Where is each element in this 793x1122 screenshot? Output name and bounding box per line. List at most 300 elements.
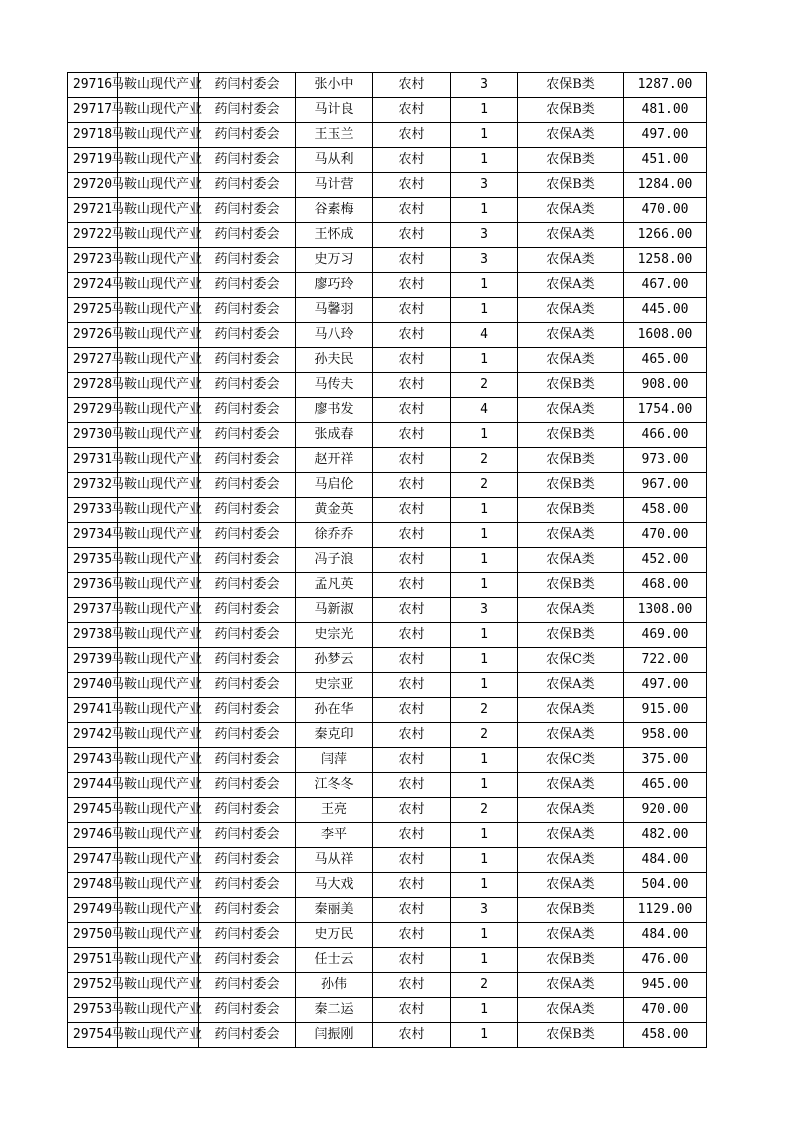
cell-amount: 469.00 [624,623,707,648]
cell-area: 农村 [373,523,451,548]
cell-unit-text: 马鞍山现代产业 [111,502,203,517]
cell-area: 农村 [373,473,451,498]
cell-area: 农村 [373,923,451,948]
cell-area: 农村 [373,973,451,998]
table-row [68,73,707,98]
cell-unit-text: 马鞍山现代产业 [111,202,203,217]
cell-unit [111,223,203,248]
cell-name: 冯子浪 [296,548,373,573]
cell-id: 29721 [68,198,118,223]
cell-unit-text: 马鞍山现代产业 [111,727,203,742]
table-row [68,748,707,773]
cell-name: 马传夫 [296,373,373,398]
cell-area: 农村 [373,373,451,398]
cell-count: 3 [451,598,518,623]
cell-village: 药闫村委会 [199,748,296,773]
cell-name: 孙夫民 [296,348,373,373]
cell-unit [111,648,203,673]
cell-unit [111,698,203,723]
cell-village: 药闫村委会 [199,123,296,148]
cell-unit-text: 马鞍山现代产业 [111,652,203,667]
table-row [68,673,707,698]
cell-amount: 908.00 [624,373,707,398]
cell-unit-text: 马鞍山现代产业 [111,352,203,367]
cell-village: 药闫村委会 [199,948,296,973]
table-row [68,148,707,173]
cell-amount: 482.00 [624,823,707,848]
cell-name: 马从祥 [296,848,373,873]
cell-id: 29716 [68,73,118,98]
cell-area: 农村 [373,348,451,373]
cell-count: 3 [451,73,518,98]
cell-amount: 375.00 [624,748,707,773]
cell-unit [111,123,203,148]
cell-amount: 497.00 [624,673,707,698]
table-row [68,498,707,523]
table-row [68,848,707,873]
cell-unit-text: 马鞍山现代产业 [111,677,203,692]
table-row [68,698,707,723]
cell-unit [111,823,203,848]
cell-amount: 470.00 [624,198,707,223]
table-row [68,223,707,248]
cell-unit-text: 马鞍山现代产业 [111,427,203,442]
table-row [68,173,707,198]
cell-unit-text: 马鞍山现代产业 [111,102,203,117]
cell-id: 29746 [68,823,118,848]
cell-unit-text: 马鞍山现代产业 [111,302,203,317]
cell-id: 29730 [68,423,118,448]
cell-count: 1 [451,673,518,698]
cell-id: 29727 [68,348,118,373]
cell-name: 史宗光 [296,623,373,648]
cell-unit [111,548,203,573]
cell-category: 农保A类 [518,973,624,998]
cell-id: 29749 [68,898,118,923]
cell-category: 农保A类 [518,348,624,373]
cell-amount: 470.00 [624,998,707,1023]
cell-village: 药闫村委会 [199,623,296,648]
cell-unit-text: 马鞍山现代产业 [111,902,203,917]
cell-unit-text: 马鞍山现代产业 [111,752,203,767]
cell-village: 药闫村委会 [199,598,296,623]
cell-area: 农村 [373,773,451,798]
cell-village: 药闫村委会 [199,523,296,548]
cell-name: 孙伟 [296,973,373,998]
cell-count: 2 [451,973,518,998]
cell-name: 王亮 [296,798,373,823]
table-row [68,973,707,998]
cell-count: 1 [451,923,518,948]
cell-area: 农村 [373,723,451,748]
cell-category: 农保A类 [518,698,624,723]
cell-area: 农村 [373,173,451,198]
cell-id: 29729 [68,398,118,423]
cell-unit [111,623,203,648]
cell-area: 农村 [373,798,451,823]
cell-village: 药闫村委会 [199,223,296,248]
cell-id: 29744 [68,773,118,798]
table-row [68,773,707,798]
cell-village: 药闫村委会 [199,198,296,223]
cell-unit [111,973,203,998]
cell-category: 农保A类 [518,823,624,848]
cell-unit-text: 马鞍山现代产业 [111,127,203,142]
cell-count: 3 [451,223,518,248]
cell-unit [111,948,203,973]
cell-amount: 458.00 [624,1023,707,1048]
cell-area: 农村 [373,698,451,723]
table-row [68,798,707,823]
cell-area: 农村 [373,598,451,623]
cell-area: 农村 [373,273,451,298]
cell-village: 药闫村委会 [199,773,296,798]
cell-id: 29734 [68,523,118,548]
cell-category: 农保A类 [518,398,624,423]
cell-category: 农保A类 [518,998,624,1023]
cell-unit-text: 马鞍山现代产业 [111,452,203,467]
cell-unit-text: 马鞍山现代产业 [111,827,203,842]
cell-count: 3 [451,173,518,198]
cell-unit-text: 马鞍山现代产业 [111,177,203,192]
cell-name: 孟凡英 [296,573,373,598]
cell-area: 农村 [373,148,451,173]
cell-name: 马馨羽 [296,298,373,323]
cell-village: 药闫村委会 [199,348,296,373]
cell-unit-text: 马鞍山现代产业 [111,602,203,617]
cell-name: 张成春 [296,423,373,448]
cell-village: 药闫村委会 [199,173,296,198]
cell-village: 药闫村委会 [199,398,296,423]
cell-village: 药闫村委会 [199,923,296,948]
cell-count: 2 [451,798,518,823]
cell-unit-text: 马鞍山现代产业 [111,877,203,892]
cell-unit [111,723,203,748]
cell-name: 谷素梅 [296,198,373,223]
cell-count: 1 [451,573,518,598]
cell-category: 农保C类 [518,648,624,673]
cell-amount: 1608.00 [624,323,707,348]
cell-id: 29719 [68,148,118,173]
table-row [68,248,707,273]
table-row [68,873,707,898]
cell-name: 孙梦云 [296,648,373,673]
cell-count: 1 [451,273,518,298]
cell-name: 任士云 [296,948,373,973]
table-row [68,123,707,148]
cell-area: 农村 [373,398,451,423]
cell-name: 张小中 [296,73,373,98]
cell-id: 29748 [68,873,118,898]
cell-count: 1 [451,873,518,898]
cell-count: 1 [451,498,518,523]
table-row [68,423,707,448]
cell-count: 1 [451,348,518,373]
cell-unit [111,373,203,398]
cell-category: 农保A类 [518,598,624,623]
cell-category: 农保A类 [518,298,624,323]
cell-area: 农村 [373,198,451,223]
cell-category: 农保A类 [518,548,624,573]
cell-name: 徐乔乔 [296,523,373,548]
cell-name: 江冬冬 [296,773,373,798]
cell-id: 29747 [68,848,118,873]
table-row [68,998,707,1023]
cell-amount: 1266.00 [624,223,707,248]
cell-category: 农保A类 [518,223,624,248]
cell-unit-text: 马鞍山现代产业 [111,377,203,392]
cell-unit [111,748,203,773]
cell-unit-text: 马鞍山现代产业 [111,977,203,992]
cell-area: 农村 [373,848,451,873]
cell-unit [111,173,203,198]
table-row [68,398,707,423]
cell-id: 29728 [68,373,118,398]
cell-area: 农村 [373,648,451,673]
table-row [68,348,707,373]
cell-unit [111,773,203,798]
cell-category: 农保A类 [518,248,624,273]
cell-unit-text: 马鞍山现代产业 [111,952,203,967]
cell-village: 药闫村委会 [199,473,296,498]
cell-count: 2 [451,448,518,473]
cell-area: 农村 [373,623,451,648]
cell-unit [111,348,203,373]
table-row [68,723,707,748]
cell-name: 马从利 [296,148,373,173]
cell-unit-text: 马鞍山现代产业 [111,702,203,717]
cell-amount: 1258.00 [624,248,707,273]
cell-area: 农村 [373,948,451,973]
cell-category: 农保A类 [518,323,624,348]
cell-unit-text: 马鞍山现代产业 [111,477,203,492]
cell-unit-text: 马鞍山现代产业 [111,227,203,242]
table-row [68,273,707,298]
cell-name: 闫振刚 [296,1023,373,1048]
cell-category: 农保B类 [518,448,624,473]
cell-unit [111,423,203,448]
table-row [68,823,707,848]
cell-name: 史万民 [296,923,373,948]
cell-amount: 722.00 [624,648,707,673]
cell-count: 4 [451,323,518,348]
cell-category: 农保B类 [518,173,624,198]
cell-unit [111,198,203,223]
cell-amount: 497.00 [624,123,707,148]
cell-category: 农保A类 [518,848,624,873]
cell-village: 药闫村委会 [199,448,296,473]
cell-count: 1 [451,198,518,223]
cell-count: 1 [451,548,518,573]
cell-name: 廖书发 [296,398,373,423]
cell-village: 药闫村委会 [199,648,296,673]
cell-id: 29718 [68,123,118,148]
cell-amount: 973.00 [624,448,707,473]
cell-village: 药闫村委会 [199,73,296,98]
cell-unit [111,73,203,98]
cell-count: 4 [451,398,518,423]
cell-unit-text: 马鞍山现代产业 [111,852,203,867]
cell-unit-text: 马鞍山现代产业 [111,777,203,792]
cell-amount: 1284.00 [624,173,707,198]
cell-unit [111,298,203,323]
cell-count: 1 [451,748,518,773]
cell-village: 药闫村委会 [199,273,296,298]
cell-unit-text: 马鞍山现代产业 [111,577,203,592]
table-row [68,298,707,323]
cell-village: 药闫村委会 [199,148,296,173]
cell-count: 1 [451,848,518,873]
cell-amount: 484.00 [624,848,707,873]
cell-unit [111,798,203,823]
cell-unit [111,873,203,898]
cell-count: 1 [451,523,518,548]
table-row [68,548,707,573]
cell-unit [111,248,203,273]
cell-village: 药闫村委会 [199,1023,296,1048]
table-row [68,898,707,923]
cell-unit-text: 马鞍山现代产业 [111,627,203,642]
cell-category: 农保B类 [518,373,624,398]
cell-village: 药闫村委会 [199,823,296,848]
cell-unit [111,98,203,123]
cell-id: 29753 [68,998,118,1023]
cell-unit-text: 马鞍山现代产业 [111,252,203,267]
cell-unit-text: 马鞍山现代产业 [111,527,203,542]
cell-category: 农保A类 [518,798,624,823]
cell-id: 29752 [68,973,118,998]
cell-unit-text: 马鞍山现代产业 [111,927,203,942]
cell-id: 29740 [68,673,118,698]
cell-name: 马大戏 [296,873,373,898]
cell-village: 药闫村委会 [199,873,296,898]
cell-id: 29743 [68,748,118,773]
cell-id: 29736 [68,573,118,598]
cell-amount: 476.00 [624,948,707,973]
cell-village: 药闫村委会 [199,373,296,398]
cell-category: 农保B类 [518,148,624,173]
cell-area: 农村 [373,673,451,698]
cell-village: 药闫村委会 [199,798,296,823]
cell-area: 农村 [373,498,451,523]
cell-category: 农保B类 [518,423,624,448]
cell-count: 1 [451,948,518,973]
cell-id: 29735 [68,548,118,573]
cell-name: 马计良 [296,98,373,123]
cell-category: 农保B类 [518,98,624,123]
cell-count: 1 [451,1023,518,1048]
cell-area: 农村 [373,898,451,923]
cell-id: 29742 [68,723,118,748]
cell-area: 农村 [373,998,451,1023]
table-row [68,648,707,673]
table-row [68,473,707,498]
cell-id: 29750 [68,923,118,948]
cell-id: 29754 [68,1023,118,1048]
cell-area: 农村 [373,98,451,123]
cell-village: 药闫村委会 [199,848,296,873]
cell-amount: 458.00 [624,498,707,523]
cell-village: 药闫村委会 [199,898,296,923]
cell-name: 王玉兰 [296,123,373,148]
cell-count: 2 [451,698,518,723]
cell-count: 2 [451,723,518,748]
cell-name: 马计营 [296,173,373,198]
cell-category: 农保B类 [518,1023,624,1048]
cell-category: 农保A类 [518,873,624,898]
cell-amount: 470.00 [624,523,707,548]
cell-id: 29724 [68,273,118,298]
cell-id: 29741 [68,698,118,723]
cell-name: 赵开祥 [296,448,373,473]
cell-count: 1 [451,823,518,848]
cell-area: 农村 [373,248,451,273]
cell-count: 1 [451,298,518,323]
table-row [68,1023,707,1048]
cell-village: 药闫村委会 [199,298,296,323]
cell-amount: 484.00 [624,923,707,948]
cell-area: 农村 [373,448,451,473]
cell-count: 3 [451,898,518,923]
cell-id: 29733 [68,498,118,523]
cell-unit [111,848,203,873]
cell-area: 农村 [373,573,451,598]
cell-category: 农保A类 [518,198,624,223]
cell-count: 1 [451,423,518,448]
cell-name: 马八玲 [296,323,373,348]
table-row [68,623,707,648]
cell-unit-text: 马鞍山现代产业 [111,802,203,817]
cell-amount: 468.00 [624,573,707,598]
cell-unit-text: 马鞍山现代产业 [111,1002,203,1017]
cell-village: 药闫村委会 [199,998,296,1023]
cell-area: 农村 [373,223,451,248]
cell-category: 农保B类 [518,898,624,923]
cell-category: 农保C类 [518,748,624,773]
cell-id: 29751 [68,948,118,973]
cell-category: 农保B类 [518,573,624,598]
cell-name: 马启伦 [296,473,373,498]
cell-amount: 915.00 [624,698,707,723]
cell-name: 黄金英 [296,498,373,523]
cell-village: 药闫村委会 [199,98,296,123]
cell-id: 29745 [68,798,118,823]
cell-id: 29720 [68,173,118,198]
cell-name: 秦克印 [296,723,373,748]
cell-unit [111,523,203,548]
cell-village: 药闫村委会 [199,423,296,448]
cell-amount: 451.00 [624,148,707,173]
cell-area: 农村 [373,823,451,848]
cell-id: 29722 [68,223,118,248]
cell-village: 药闫村委会 [199,498,296,523]
cell-count: 2 [451,473,518,498]
cell-unit [111,998,203,1023]
cell-category: 农保B类 [518,473,624,498]
cell-amount: 445.00 [624,298,707,323]
cell-name: 闫萍 [296,748,373,773]
cell-id: 29739 [68,648,118,673]
cell-village: 药闫村委会 [199,573,296,598]
cell-amount: 467.00 [624,273,707,298]
cell-unit [111,448,203,473]
table-row [68,573,707,598]
cell-unit-text: 马鞍山现代产业 [111,152,203,167]
cell-area: 农村 [373,1023,451,1048]
table-row [68,948,707,973]
cell-id: 29717 [68,98,118,123]
cell-count: 1 [451,98,518,123]
